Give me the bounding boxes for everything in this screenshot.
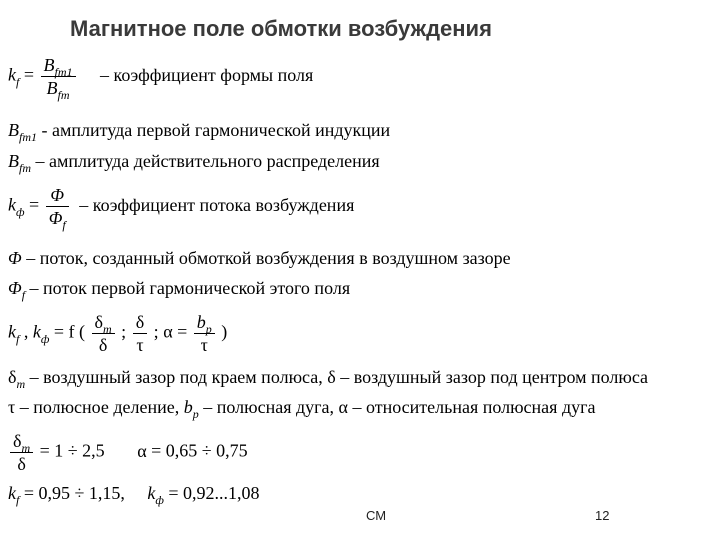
phi-definition: Φ – поток, созданный обмоткой возбуждения в воздушном зазоре (8, 248, 511, 268)
bp-tau-fraction: $\frac{b_p}{\tau}$ (194, 313, 215, 354)
kphi-description: – коэффициент потока возбуждения (79, 194, 355, 215)
bfm-definition: $B_{fm}$ – амплитуда действительного распределения (8, 151, 380, 175)
tau-description: – полюсное деление, (19, 397, 180, 417)
bfm1-description: - амплитуда первой гармонической индукции (41, 120, 391, 140)
kphi-definition: $k_ф$ = $\frac{\Phi}{\Phi_f}$ – коэффициент потока возбуждения (8, 185, 355, 232)
kf-values: = 0,95 ÷ 1,15, (23, 483, 125, 503)
dm-delta-fraction: $\frac{\delta_m}{\delta}$ (92, 313, 115, 354)
delta-description: – воздушный зазор под центром полюса (340, 367, 649, 387)
phif-description: – поток первой гармонической этого поля (29, 278, 351, 298)
coefficient-values: $k_f = 0,95 \div 1,15$, $k_ф = 0,92...1,08$ (8, 483, 260, 507)
slide-title: Магнитное поле обмотки возбуждения (70, 16, 492, 41)
kphi-fraction: $\frac{\Phi}{\Phi_f}$ (46, 186, 69, 227)
kphi-values: = 0,92...1,08 (168, 483, 260, 503)
kf-fraction: $\frac{B_{fm1}}{B_{fm}}$ (41, 56, 76, 97)
bfm1-definition: $B_{fm1}$ - амплитуда первой гармонической индукции (8, 120, 391, 144)
kf-definition: $k_f$ = $\frac{B_{fm1}}{B_{fm}}$ – коэффициент формы поля (8, 55, 314, 102)
delta-tau-fraction: $\frac{\delta}{\tau}$ (133, 313, 147, 354)
delta-definitions: $\delta_m$ – воздушный зазор под краем полюса, δ – воздушный зазор под центром полюса (8, 367, 649, 391)
delta-m-description: – воздушный зазор под краем полюса, (29, 367, 323, 387)
page-number: 12 (595, 508, 610, 523)
footer-author: СМ (366, 508, 387, 523)
phi-description: – поток, созданный обмоткой возбуждения в воздушном зазоре (26, 248, 511, 268)
tau-bp-alpha-definitions: τ – полюсное деление, $b_p$ – полюсная дуга, α – относительная полюсная дуга (8, 397, 596, 421)
alpha-description: – относительная полюсная дуга (352, 397, 596, 417)
ratio-ranges: $\frac{\delta_m}{\delta}$ = 1 ÷ 2,5 α = 0,65 ÷ 0,75 (8, 432, 248, 473)
phif-definition: $\Phi_f$ – поток первой гармонической этого поля (8, 278, 351, 302)
bfm-description: – амплитуда действительного распределения (35, 151, 380, 171)
dm-delta-range: = 1 ÷ 2,5 (39, 440, 105, 461)
bp-description: – полюсная дуга, (203, 397, 335, 417)
alpha-range: = 0,65 ÷ 0,75 (151, 440, 248, 461)
function-expression: $k_f$ , $k_ф = f$ ( $\frac{\delta_m}{\delta}$ ; $\frac{\delta}{\tau}$ ; α = $\frac{b_p}{\tau}$ ) (8, 312, 228, 355)
dm-delta-ratio-fraction: $\frac{\delta_m}{\delta}$ (10, 432, 33, 473)
kf-description: – коэффициент формы поля (100, 64, 314, 85)
